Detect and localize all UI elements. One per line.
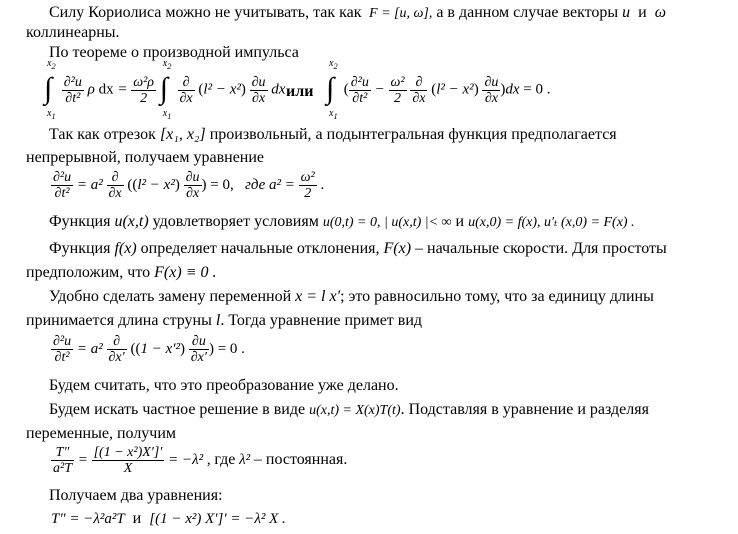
formula-rhs: = −λ² , — [168, 451, 211, 468]
formula-cond1: u(0,t) = 0, | u(x,t) |< ∞ — [322, 215, 452, 230]
text-continuous: непрерывной, получаем уравнение — [26, 149, 265, 166]
formula-eq2: [(1 − x²) X′]′ = −λ² X . — [149, 511, 286, 527]
text-coriolis: Силу Кориолиса можно не учитывать, так как — [49, 4, 362, 21]
text-particular: Будем искать частное решение в виде — [49, 401, 306, 418]
text-vectors: а в данном случае векторы — [436, 4, 619, 21]
para-conditions — [49, 213, 635, 232]
text-and-3: и — [132, 510, 142, 527]
text-and: и — [638, 4, 647, 21]
para-assume — [26, 264, 216, 282]
formula-Fx: F(x) – — [383, 240, 424, 257]
text-ili: или — [286, 83, 314, 100]
para-initial — [49, 240, 667, 258]
para-coriolis — [49, 4, 666, 23]
formula-lambda: λ² — [239, 451, 251, 468]
vector-omega: ω — [654, 4, 667, 21]
text-string-length: принимается длина струны — [26, 312, 212, 329]
text-assume: предположим, что — [26, 264, 151, 281]
text-initial-velocity: начальные скорости. Для простоты — [427, 240, 667, 257]
text-equivalent: ; это равносильно тому, что за единицу длины — [340, 288, 654, 305]
text-collinear: коллинеарны. — [26, 24, 120, 41]
text-substituting: . Подставляя в уравнение и разделяя — [400, 401, 649, 418]
para-substitution — [49, 288, 654, 306]
formula-separation: $\frac{T''}{\text{a²T}}$ = $\frac{\text{[(1 − x²)X′]′}}{X}$ = −λ² , где λ² – постоянная. — [53, 445, 348, 476]
formula-solution: u(x,t) = X(x)T(t) — [309, 403, 401, 418]
formula-Fx-zero: F(x) ≡ 0 . — [154, 264, 217, 281]
formula-integral-1: ∫ $x_2$ $x_1$ $\frac{\text{∂²u}}{\text{∂t²}}$ ρ dx = $\frac{\text{ω²ρ}}{2}$ ∫ $x_2$ $x_1$ $\frac{\partial}{\partial x}$ (l² − x²) $\frac{\partial u}{\partial x}$ dx — [44, 58, 286, 121]
text-transform-done: Будем считать, что это преобразование уже делано. — [49, 377, 399, 394]
formula-wave-2: $\frac{\text{∂²u}}{\text{∂t²}}$ = a² $\frac{\partial}{\partial x'}$ ((1 − x′²) $\frac{\partial u}{\partial x'}$ ) = 0 . — [53, 334, 245, 365]
text-function-2: Функция — [49, 240, 111, 257]
text-constant: – постоянная. — [253, 450, 348, 468]
text-gde: где — [214, 450, 236, 468]
formula-segment: [x₁, x₂] — [159, 126, 206, 143]
text-initial-deviation: определяет начальные отклонения, — [140, 240, 380, 257]
formula-cond2: u(x,0) = f(x), u′ₜ (x,0) = F(x) . — [468, 215, 635, 230]
text-where: где — [244, 176, 266, 193]
formula-wave-1: $\frac{\text{∂²u}}{\text{∂t²}}$ = a² $\frac{\partial}{\partial x}$ ((l² − x²) $\frac{\partial u}{\partial x}$ ) = 0, где a² = $\frac{\text{ω²}}{2}$ . — [53, 170, 325, 201]
para-particular — [49, 401, 649, 420]
text-theorem: По теореме о производной импульса — [49, 44, 299, 61]
text-then: . Тогда уравнение примет вид — [220, 312, 423, 329]
para-final-equations — [51, 510, 286, 528]
para-string-length — [26, 312, 422, 330]
formula-f-cross: F = [u, ω], — [369, 6, 433, 21]
formula-uxt: u(x,t) — [114, 213, 149, 230]
text-substitution: Удобно сделать замену переменной — [49, 288, 292, 305]
vector-u: u — [622, 4, 631, 21]
text-satisfies: удовлетворяет условиям — [152, 213, 319, 230]
formula-a2: a² = — [269, 176, 295, 193]
para-segment — [49, 126, 617, 144]
text-segment: Так как отрезок — [49, 126, 156, 143]
text-two-equations: Получаем два уравнения: — [49, 487, 223, 504]
text-arbitrary: произвольный, а подынтегральная функция предполагается — [209, 126, 617, 143]
formula-fx: f(x) — [114, 240, 137, 257]
text-function: Функция — [49, 213, 111, 230]
text-and-2: и — [455, 213, 465, 230]
formula-integral-2: ∫ $x_2$ $x_1$ ( $\frac{\text{∂²u}}{\text{∂t²}}$ − $\frac{\text{ω²}}{2}$ $\frac{\partial}{\partial x}$ (l² − x²) $\frac{\partial u}{\partial x}$ )dx = 0 . — [326, 58, 551, 121]
formula-substitution: x = l x′ — [295, 288, 341, 305]
text-variables: переменные, получим — [26, 425, 177, 442]
formula-l: l — [215, 312, 221, 329]
formula-eq1: T″ = −λ²a²T — [51, 511, 125, 527]
